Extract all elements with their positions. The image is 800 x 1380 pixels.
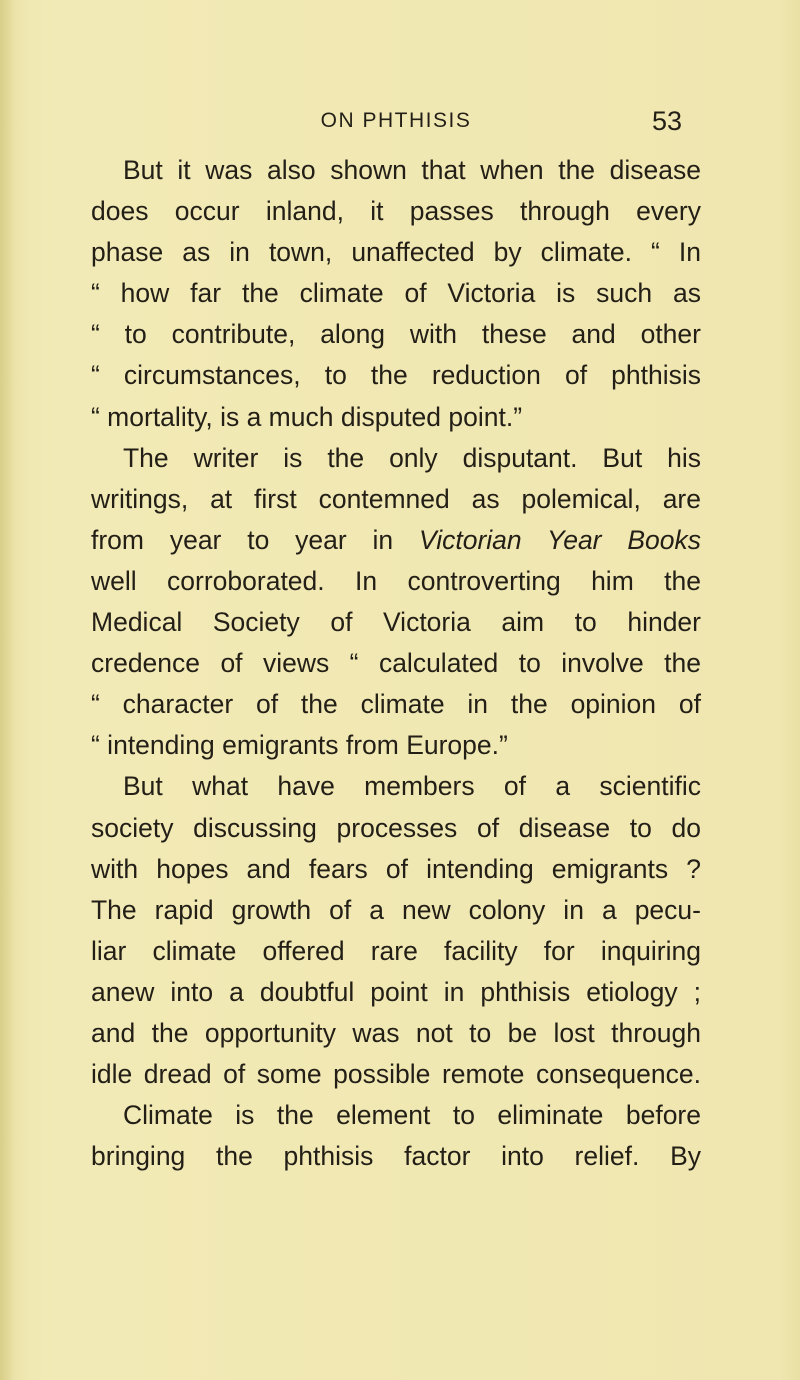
- text-line: does occur inland, it passes through every: [91, 196, 701, 227]
- page-number: 53: [651, 106, 682, 136]
- text-line: “ intending emigrants from Europe.”: [91, 730, 508, 761]
- text-line: liar climate offered rare facility for inquiring: [91, 935, 701, 966]
- text-line: “ mortality, is a much disputed point.”: [91, 401, 523, 432]
- text-line-lead: from year to year in: [91, 524, 420, 555]
- page-gutter-shadow: [0, 0, 14, 1380]
- text-line: society discussing processes of disease to do: [91, 812, 701, 843]
- text-line: Medical Society of Victoria aim to hinder: [91, 607, 701, 638]
- text-line-with-title: [91, 520, 701, 561]
- text-line: phase as in town, unaffected by climate. “ In: [91, 237, 701, 268]
- text-line: “ circumstances, to the reduction of phthisis: [91, 360, 701, 391]
- text-line: anew into a doubtful point in phthisis etiology ;: [91, 976, 701, 1007]
- text-line: writings, at first contemned as polemical, are: [91, 483, 701, 514]
- book-title-italic: Victorian Year Books: [419, 524, 701, 555]
- running-title: ON PHTHISIS: [320, 109, 472, 132]
- text-line: The rapid growth of a new colony in a pecu-: [91, 894, 701, 925]
- body-text: [91, 150, 701, 1177]
- text-line: bringing the phthisis factor into relief. By: [91, 1141, 701, 1172]
- running-head: [116, 104, 682, 138]
- text-line: with hopes and fears of intending emigrants ?: [91, 853, 701, 884]
- text-line: Climate is the element to eliminate before: [123, 1100, 701, 1131]
- text-line: credence of views “ calculated to involve the: [91, 648, 701, 679]
- text-line: and the opportunity was not to be lost through: [91, 1017, 701, 1048]
- text-line: well corroborated. In controverting him the: [91, 565, 701, 596]
- text-line: But what have members of a scientific: [123, 771, 701, 802]
- text-line: But it was also shown that when the disease: [123, 155, 701, 185]
- text-line: “ how far the climate of Victoria is such as: [91, 278, 701, 309]
- text-line: “ to contribute, along with these and other: [91, 319, 701, 350]
- text-line: idle dread of some possible remote consequence.: [91, 1059, 701, 1090]
- text-line: The writer is the only disputant. But his: [123, 442, 701, 473]
- text-line: “ character of the climate in the opinion of: [91, 689, 701, 720]
